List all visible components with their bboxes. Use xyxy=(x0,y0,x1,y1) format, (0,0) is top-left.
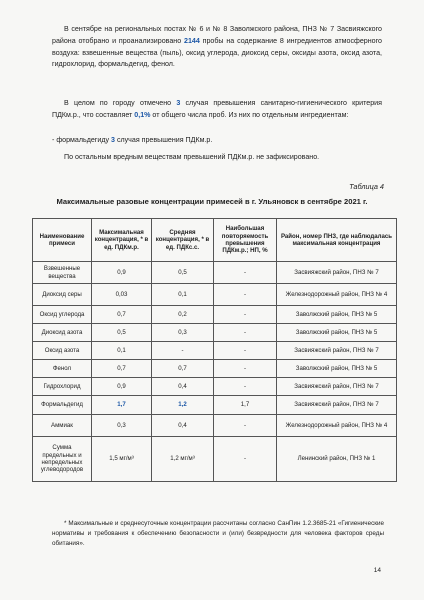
table-cell: 0,5 xyxy=(92,324,152,342)
table-cell: Формальдегид xyxy=(33,396,92,415)
table-cell: 0,3 xyxy=(92,415,152,437)
table-row xyxy=(33,396,397,415)
table-cell: 0,7 xyxy=(92,360,152,378)
table-cell: - xyxy=(214,360,277,378)
table-cell: Оксид углерода xyxy=(33,306,92,324)
highlight-number: 3 xyxy=(111,136,115,144)
table-cell: Фенол xyxy=(33,360,92,378)
table-cell: - xyxy=(214,306,277,324)
highlight-number: 3 xyxy=(176,99,181,107)
table-cell: Засвияжский район, ПНЗ № 7 xyxy=(277,262,397,284)
paragraph-formaldehyde xyxy=(52,135,382,147)
col-header-substance: Наименование примеси xyxy=(33,219,92,262)
paragraph-text: - формальдегиду xyxy=(52,136,112,144)
table-cell: 0,1 xyxy=(92,342,152,360)
table-cell: Взвешенные вещества xyxy=(33,262,92,284)
table-row xyxy=(33,306,397,324)
table-cell: 0,7 xyxy=(152,360,214,378)
table-cell: Аммиак xyxy=(33,415,92,437)
footnote: * Максимальные и среднесуточные концентрации рассчитаны согласно СанПин 1.2.3685-21 «Гигиенические нормативы и требования к обеспечению безопасности и (или) безвредности для человека факторов среды обитания». xyxy=(52,520,384,547)
col-header-max: Максимальная концентрация, * в ед. ПДКм.р. xyxy=(92,219,152,262)
col-header-location: Район, номер ПНЗ, где наблюдалась максимальная концентрация xyxy=(277,219,397,262)
table-row xyxy=(33,415,397,437)
table-cell: Железнодорожный район, ПНЗ № 4 xyxy=(277,415,397,437)
table-cell: Ленинский район, ПНЗ № 1 xyxy=(277,437,397,482)
table-row xyxy=(33,262,397,284)
table-cell: 0,9 xyxy=(92,378,152,396)
highlight-number: 2144 xyxy=(184,36,200,45)
table-row xyxy=(33,324,397,342)
table-row xyxy=(33,360,397,378)
table-cell: 1,5 мг/м³ xyxy=(92,437,152,482)
table-cell: Засвияжский район, ПНЗ № 7 xyxy=(277,342,397,360)
table-row xyxy=(33,342,397,360)
table-cell: 1,2 xyxy=(152,396,214,415)
table-cell: Гидрохлорид xyxy=(33,378,92,396)
highlight-percent: 0,1% xyxy=(134,110,151,119)
table-cell: 1,7 xyxy=(214,396,277,415)
table-cell: Железнодорожный район, ПНЗ № 4 xyxy=(277,284,397,306)
table-cell: 0,5 xyxy=(152,262,214,284)
table-cell: 0,4 xyxy=(152,415,214,437)
table-row xyxy=(33,378,397,396)
table-cell: 0,3 xyxy=(152,324,214,342)
paragraph-text: пробы на содержание 8 ингредиентов атмосферного воздуха: взвешенные вещества (пыль), оксид углерода, диоксид серы, оксиды азота, оксид азота, гидрохлорид, формальдегид, фенол. xyxy=(52,36,382,69)
page-number: 14 xyxy=(373,567,381,574)
table-cell: Заволжский район, ПНЗ № 5 xyxy=(277,360,397,378)
table-cell: Засвияжский район, ПНЗ № 7 xyxy=(277,396,397,415)
table-cell: 0,9 xyxy=(92,262,152,284)
table-title: Максимальные разовые концентрации примесей в г. Ульяновск в сентябре 2021 г. xyxy=(56,197,368,206)
table-cell: - xyxy=(214,324,277,342)
paragraph-text: от общего числа проб. Из них по отдельным ингредиентам: xyxy=(150,110,349,119)
col-header-mean: Средняя концентрация, * в ед. ПДКс.с. xyxy=(152,219,214,262)
table-cell: - xyxy=(214,284,277,306)
table-cell: Засвияжский район, ПНЗ № 7 xyxy=(277,378,397,396)
table-cell: 0,2 xyxy=(152,306,214,324)
table-cell: Заволжский район, ПНЗ № 5 xyxy=(277,324,397,342)
table-cell: Сумма предельных и непредельных углеводородов xyxy=(33,437,92,482)
table-cell: 0,1 xyxy=(152,284,214,306)
paragraph-text: В целом по городу отмечено xyxy=(64,99,177,107)
table-cell: - xyxy=(214,342,277,360)
table-cell: 0,03 xyxy=(92,284,152,306)
table-cell: - xyxy=(214,262,277,284)
table-cell: Диоксид серы xyxy=(33,284,92,306)
paragraph-samples xyxy=(52,24,382,71)
paragraph-other: По остальным вредным веществам превышений ПДКм.р. не зафиксировано. xyxy=(64,153,320,161)
table-caption: Таблица 4 xyxy=(349,182,384,191)
paragraph-text: случая превышения ПДКм.р. xyxy=(114,136,213,144)
table-cell: - xyxy=(152,342,214,360)
table-cell: Оксид азота xyxy=(33,342,92,360)
col-header-repeat: Наибольшая повторяемость превышения ПДКм.р.; НП, % xyxy=(214,219,277,262)
table-header-row xyxy=(33,219,397,262)
table-cell: Заволжский район, ПНЗ № 5 xyxy=(277,306,397,324)
paragraph-exceedances xyxy=(52,98,382,122)
paragraph-text: случая превышения санитарно-гигиенического критерия ПДКм.р., что составляет xyxy=(52,99,382,119)
table-row xyxy=(33,437,397,482)
table-cell: - xyxy=(214,378,277,396)
table-cell: 1,7 xyxy=(92,396,152,415)
table-cell: 1,2 мг/м³ xyxy=(152,437,214,482)
table-cell: - xyxy=(214,437,277,482)
paragraph-text: В сентябре на региональных постах № 6 и № 8 Заволжского района, ПНЗ № 7 Засвияжского района отобрано и проанализировано xyxy=(52,25,382,45)
table-cell: - xyxy=(214,415,277,437)
table-cell: 0,7 xyxy=(92,306,152,324)
table-cell: 0,4 xyxy=(152,378,214,396)
table-row xyxy=(33,284,397,306)
concentrations-table xyxy=(32,218,397,482)
table-cell: Диоксид азота xyxy=(33,324,92,342)
